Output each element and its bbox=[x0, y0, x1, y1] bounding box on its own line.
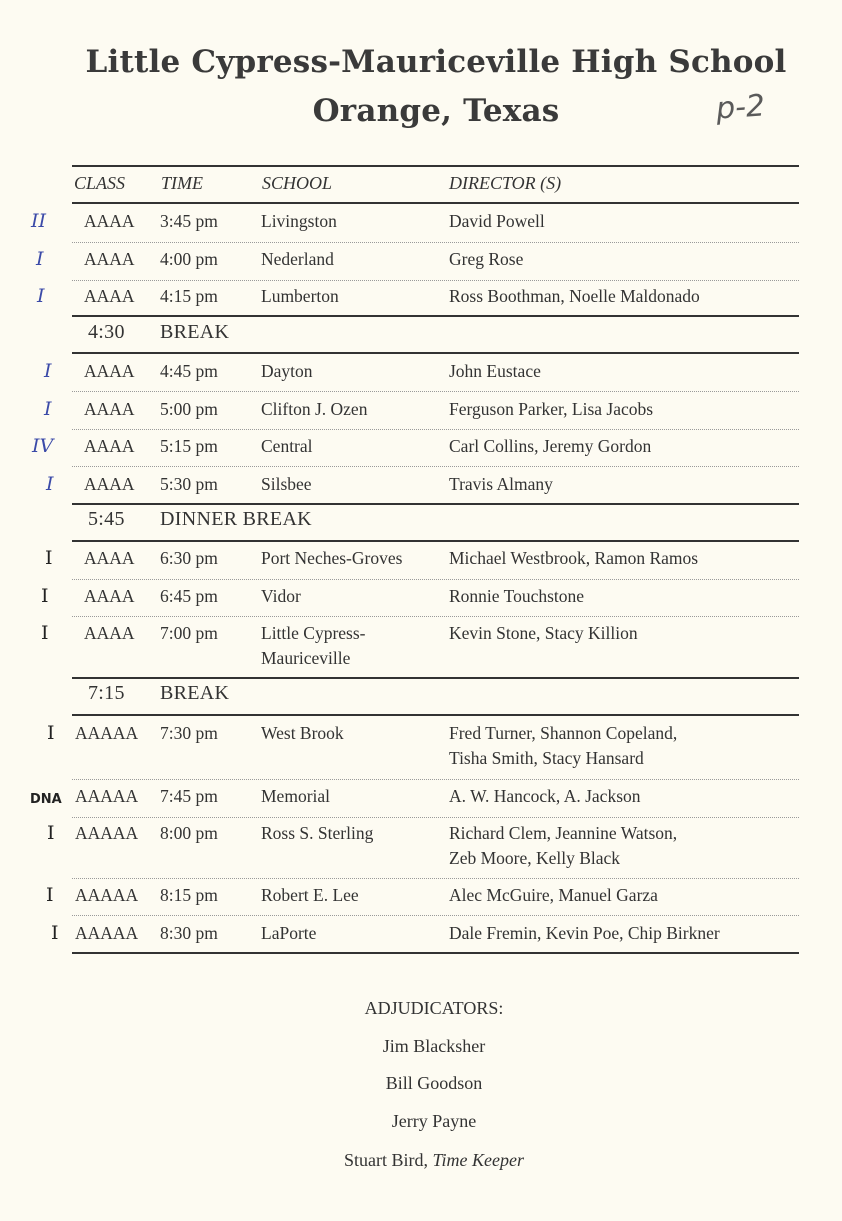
row-divider bbox=[72, 579, 799, 580]
rating-mark: I bbox=[44, 398, 52, 420]
rating-mark: I bbox=[44, 360, 52, 382]
table-cell-director: Greg Rose bbox=[449, 249, 524, 269]
table-cell-director: John Eustace bbox=[449, 361, 541, 381]
location-subtitle: Orange, Texas bbox=[312, 93, 560, 129]
table-cell-class: AAAAA bbox=[75, 723, 139, 743]
table-cell-director: Fred Turner, Shannon Copeland, bbox=[449, 723, 678, 743]
row-divider bbox=[72, 616, 799, 617]
adjudicator-name: Jerry Payne bbox=[391, 1111, 477, 1131]
header-bottom-rule bbox=[72, 202, 799, 204]
table-cell-director: A. W. Hancock, A. Jackson bbox=[449, 786, 641, 806]
section-rule bbox=[72, 952, 799, 954]
table-cell-director: Tisha Smith, Stacy Hansard bbox=[449, 748, 644, 768]
table-cell-class: AAAA bbox=[84, 361, 135, 381]
table-cell-time: 5:15 pm bbox=[160, 436, 218, 456]
column-header-school: SCHOOL bbox=[262, 173, 333, 193]
row-divider bbox=[72, 280, 799, 281]
section-rule bbox=[72, 714, 799, 716]
table-cell-time: 8:00 pm bbox=[160, 823, 218, 843]
rating-mark: I bbox=[47, 722, 55, 744]
table-cell-director: Alec McGuire, Manuel Garza bbox=[449, 885, 658, 905]
table-cell-class: AAAA bbox=[84, 623, 135, 643]
table-cell-class: AAAA bbox=[84, 436, 135, 456]
table-cell-school: Clifton J. Ozen bbox=[261, 399, 368, 419]
rating-mark: DNA bbox=[30, 792, 62, 807]
table-cell-time: 4:15 pm bbox=[160, 286, 218, 306]
school-title: Little Cypress-Mauriceville High School bbox=[85, 44, 787, 80]
rating-mark: I bbox=[51, 922, 59, 944]
table-cell-time: 5:30 pm bbox=[160, 474, 218, 494]
break-time: 5:45 bbox=[88, 508, 125, 530]
rating-mark: I bbox=[47, 822, 55, 844]
table-cell-time: 4:00 pm bbox=[160, 249, 218, 269]
section-rule bbox=[72, 540, 799, 542]
rating-mark: I bbox=[45, 547, 53, 569]
table-top-rule bbox=[72, 165, 799, 167]
timekeeper-name: Stuart Bird, bbox=[344, 1150, 428, 1170]
section-rule bbox=[72, 352, 799, 354]
row-divider bbox=[72, 817, 799, 818]
section-rule bbox=[72, 315, 799, 317]
table-cell-school: Nederland bbox=[261, 249, 334, 269]
table-cell-time: 3:45 pm bbox=[160, 211, 218, 231]
table-cell-director: Kevin Stone, Stacy Killion bbox=[449, 623, 638, 643]
adjudicators-heading: ADJUDICATORS: bbox=[364, 998, 504, 1018]
row-divider bbox=[72, 779, 799, 780]
table-cell-time: 6:45 pm bbox=[160, 586, 218, 606]
timekeeper-line bbox=[0, 1150, 842, 1171]
table-cell-class: AAAA bbox=[84, 474, 135, 494]
break-label: BREAK bbox=[160, 682, 230, 704]
table-cell-school: Silsbee bbox=[261, 474, 312, 494]
rating-mark: I bbox=[46, 473, 54, 495]
rating-mark: I bbox=[41, 585, 49, 607]
table-cell-class: AAAAA bbox=[75, 923, 139, 943]
table-cell-director: Dale Fremin, Kevin Poe, Chip Birkner bbox=[449, 923, 720, 943]
table-cell-time: 6:30 pm bbox=[160, 548, 218, 568]
table-cell-class: AAAAA bbox=[75, 786, 139, 806]
table-cell-school: Robert E. Lee bbox=[261, 885, 359, 905]
adjudicator-name: Bill Goodson bbox=[385, 1073, 483, 1093]
table-cell-school: Mauriceville bbox=[261, 648, 351, 668]
table-cell-director: Richard Clem, Jeannine Watson, bbox=[449, 823, 678, 843]
table-cell-school: Little Cypress- bbox=[261, 623, 366, 643]
table-cell-director: Michael Westbrook, Ramon Ramos bbox=[449, 548, 699, 568]
table-cell-class: AAAA bbox=[84, 548, 135, 568]
table-cell-class: AAAA bbox=[84, 286, 135, 306]
column-header-class: CLASS bbox=[74, 173, 126, 193]
rating-mark: I bbox=[37, 285, 45, 307]
row-divider bbox=[72, 242, 799, 243]
table-cell-time: 5:00 pm bbox=[160, 399, 218, 419]
break-time: 7:15 bbox=[88, 682, 125, 704]
table-cell-school: Dayton bbox=[261, 361, 313, 381]
table-cell-time: 7:00 pm bbox=[160, 623, 218, 643]
table-cell-director: Zeb Moore, Kelly Black bbox=[449, 848, 621, 868]
section-rule bbox=[72, 677, 799, 679]
table-cell-class: AAAA bbox=[84, 586, 135, 606]
table-cell-school: Memorial bbox=[261, 786, 331, 806]
timekeeper-role: Time Keeper bbox=[432, 1150, 524, 1170]
table-cell-time: 8:30 pm bbox=[160, 923, 218, 943]
table-cell-time: 8:15 pm bbox=[160, 885, 218, 905]
table-cell-director: Ronnie Touchstone bbox=[449, 586, 585, 606]
table-cell-director: Ross Boothman, Noelle Maldonado bbox=[449, 286, 700, 306]
table-cell-class: AAAAA bbox=[75, 823, 139, 843]
column-header-director: DIRECTOR (S) bbox=[449, 173, 562, 193]
row-divider bbox=[72, 915, 799, 916]
rating-mark: IV bbox=[32, 435, 54, 457]
row-divider bbox=[72, 429, 799, 430]
table-cell-class: AAAA bbox=[84, 399, 135, 419]
table-cell-time: 7:45 pm bbox=[160, 786, 218, 806]
table-cell-director: Travis Almany bbox=[449, 474, 553, 494]
rating-mark: I bbox=[41, 622, 49, 644]
table-cell-school: Ross S. Sterling bbox=[261, 823, 374, 843]
rating-mark: II bbox=[31, 210, 47, 232]
table-cell-director: David Powell bbox=[449, 211, 545, 231]
section-rule bbox=[72, 503, 799, 505]
row-divider bbox=[72, 391, 799, 392]
table-cell-class: AAAA bbox=[84, 249, 135, 269]
table-cell-school: Livingston bbox=[261, 211, 337, 231]
table-cell-director: Ferguson Parker, Lisa Jacobs bbox=[449, 399, 654, 419]
break-label: DINNER BREAK bbox=[160, 508, 312, 530]
table-cell-school: West Brook bbox=[261, 723, 344, 743]
row-divider bbox=[72, 878, 799, 879]
table-cell-time: 7:30 pm bbox=[160, 723, 218, 743]
break-label: BREAK bbox=[160, 321, 230, 343]
table-cell-school: LaPorte bbox=[261, 923, 317, 943]
table-cell-class: AAAA bbox=[84, 211, 135, 231]
table-cell-school: Central bbox=[261, 436, 313, 456]
table-cell-director: Carl Collins, Jeremy Gordon bbox=[449, 436, 652, 456]
column-header-time: TIME bbox=[161, 173, 203, 193]
rating-mark: I bbox=[46, 884, 54, 906]
break-time: 4:30 bbox=[88, 321, 125, 343]
handwritten-page-mark: p-2 bbox=[714, 88, 767, 127]
table-cell-class: AAAAA bbox=[75, 885, 139, 905]
table-cell-time: 4:45 pm bbox=[160, 361, 218, 381]
table-cell-school: Vidor bbox=[261, 586, 301, 606]
table-cell-school: Lumberton bbox=[261, 286, 339, 306]
adjudicator-name: Jim Blacksher bbox=[382, 1036, 486, 1056]
table-cell-school: Port Neches-Groves bbox=[261, 548, 403, 568]
rating-mark: I bbox=[36, 248, 44, 270]
row-divider bbox=[72, 466, 799, 467]
